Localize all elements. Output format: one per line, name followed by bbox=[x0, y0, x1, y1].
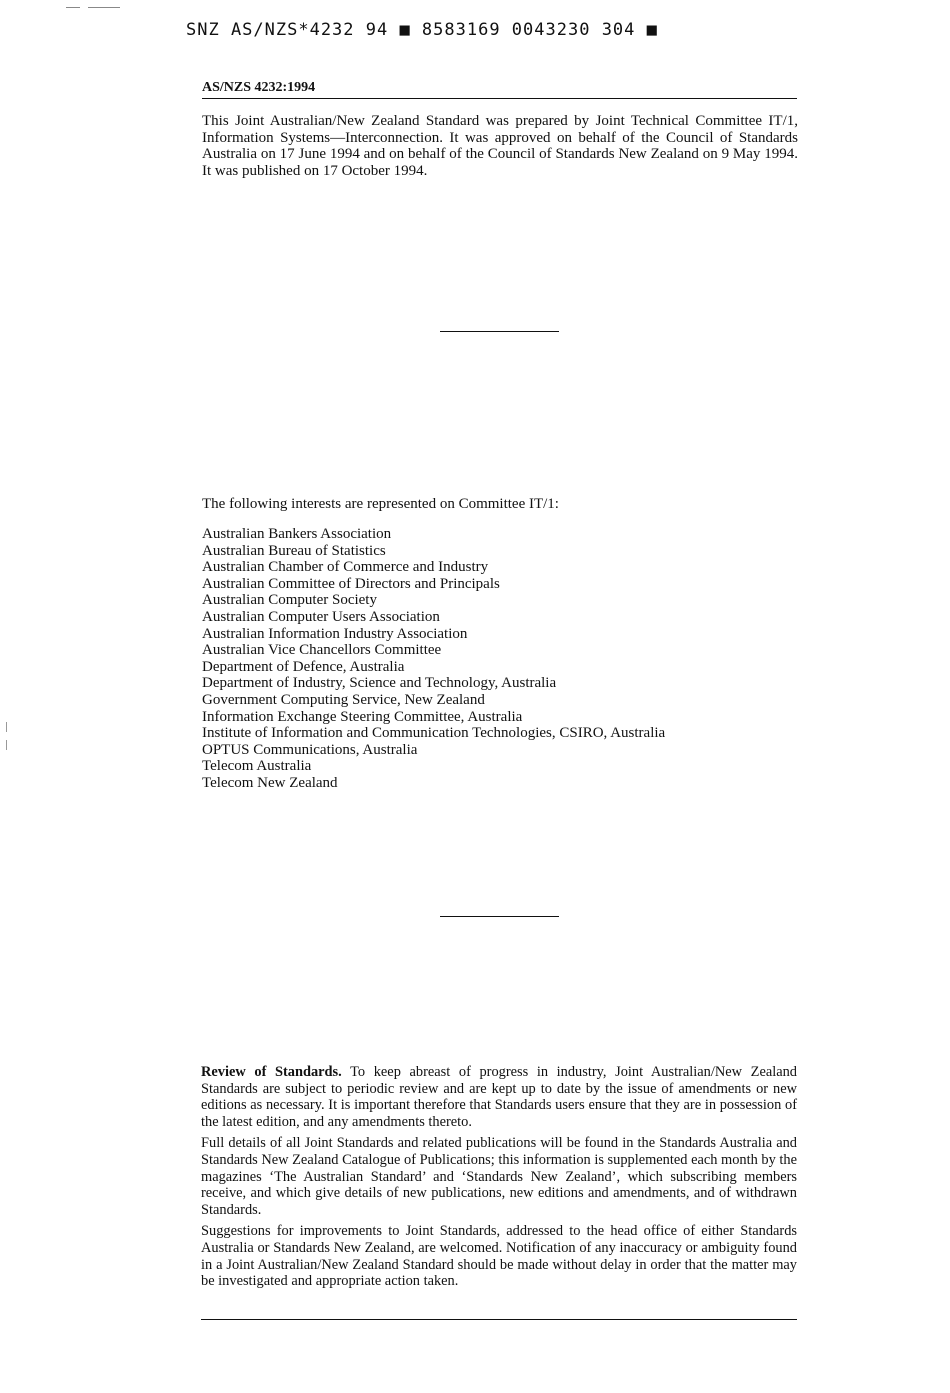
title-rule bbox=[202, 98, 797, 99]
interests-intro: The following interests are represented on Committee IT/1: bbox=[202, 496, 559, 512]
interest-item: Australian Chamber of Commerce and Industry bbox=[202, 559, 489, 576]
interest-item: Australian Bureau of Statistics bbox=[202, 542, 386, 559]
review-paragraph bbox=[201, 1064, 797, 1130]
review-paragraph: Suggestions for improvements to Joint Standards, addressed to the head office of either Standards Australia or Standards New Zealand, are welcomed. Notification of any inaccuracy or ambiguity found in a Joint Australian/New Zealand Standard should be made without delay in order that the matter may be investigated and appropriate action taken. bbox=[201, 1223, 797, 1290]
scan-artifact bbox=[6, 740, 7, 750]
review-of-standards bbox=[201, 1064, 797, 1295]
interest-item: Australian Committee of Directors and Principals bbox=[202, 575, 500, 592]
interest-item: Australian Computer Society bbox=[202, 592, 377, 609]
review-text: To keep abreast of progress in industry, Joint Australian/New Zealand Standards are subject to periodic review and are kept up to date by the issue of amendments or new editions as necessary. It is important therefore that Standards users ensure that they are in possession of the latest edition, and any amendments thereto. bbox=[201, 1064, 797, 1130]
interests-list bbox=[202, 526, 665, 792]
interest-item: Telecom Australia bbox=[202, 758, 312, 775]
section-divider bbox=[440, 916, 559, 917]
interest-item: Australian Information Industry Association bbox=[202, 625, 468, 642]
section-divider bbox=[440, 331, 559, 332]
scan-artifact bbox=[6, 722, 7, 732]
interest-item: Department of Industry, Science and Technology, Australia bbox=[202, 675, 557, 692]
interest-item: Telecom New Zealand bbox=[202, 774, 338, 791]
interest-item: OPTUS Communications, Australia bbox=[202, 741, 418, 758]
scan-artifact bbox=[88, 7, 120, 8]
scan-artifact bbox=[66, 7, 80, 8]
interest-item: Australian Computer Users Association bbox=[202, 608, 440, 625]
review-paragraph: Full details of all Joint Standards and related publications will be found in the Standards Australia and Standards New Zealand Catalogue of Publications; this information is supplemented each month by the magazines ‘The Australian Standard’ and ‘Standards New Zealand’, which subscribing members receive, and which give details of new publications, new editions and amendments, and of withdrawn Standards. bbox=[201, 1135, 797, 1218]
interest-item: Government Computing Service, New Zealand bbox=[202, 691, 485, 708]
interest-item: Australian Vice Chancellors Committee bbox=[202, 642, 442, 659]
interest-item: Institute of Information and Communication Technologies, CSIRO, Australia bbox=[202, 725, 666, 742]
interest-item: Department of Defence, Australia bbox=[202, 658, 405, 675]
document-title: AS/NZS 4232:1994 bbox=[202, 80, 316, 95]
interest-item: Information Exchange Steering Committee, Australia bbox=[202, 708, 523, 725]
preparation-statement: This Joint Australian/New Zealand Standard was prepared by Joint Technical Committee IT/1, Information Systems—Interconnection. It was approved on behalf of the Council of Standards Australia on 17 June 1994 and on behalf of the Council of Standards New Zealand on 9 May 1994. It was published on 17 October 1994. bbox=[202, 113, 798, 179]
review-heading: Review of Standards. bbox=[201, 1064, 342, 1080]
bottom-rule bbox=[201, 1319, 797, 1320]
document-code-header: SNZ AS/NZS*4232 94 ■ 8583169 0043230 304 ■ bbox=[186, 20, 658, 40]
interest-item: Australian Bankers Association bbox=[202, 526, 392, 542]
